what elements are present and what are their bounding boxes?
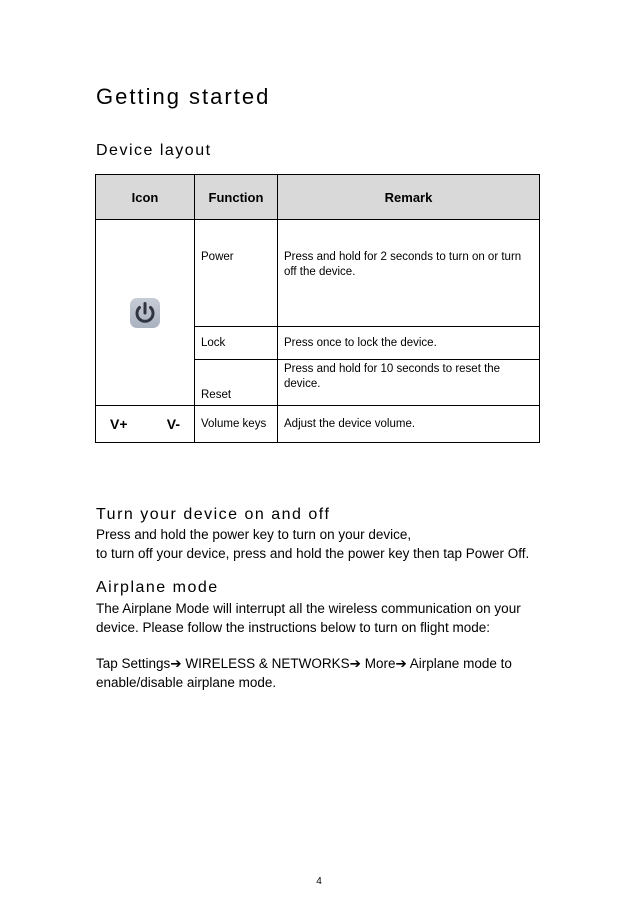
page-title: Getting started (96, 84, 271, 109)
volume-down-label: V- (166, 415, 180, 432)
tap-settings-text: Tap Settings (96, 656, 171, 671)
function-lock: Lock (195, 327, 278, 360)
column-header-function: Function (195, 175, 278, 220)
airplane-mode-text (96, 599, 566, 637)
arrow-right-icon: ➔ (349, 656, 361, 671)
arrow-right-icon: ➔ (170, 656, 182, 671)
device-layout-table (95, 174, 540, 443)
remark-lock: Press once to lock the device. (278, 327, 540, 360)
table-header-row (96, 175, 540, 220)
power-icon (129, 297, 161, 329)
more-text: More (360, 656, 396, 671)
column-header-remark: Remark (278, 175, 540, 220)
turn-on-off-heading: Turn your device on and off (96, 506, 331, 523)
function-power: Power (195, 220, 278, 327)
arrow-right-icon: ➔ (395, 656, 407, 671)
device-layout-heading: Device layout (96, 142, 212, 159)
remark-reset: Press and hold for 10 seconds to reset the device. (278, 360, 540, 406)
turn-on-off-text (96, 525, 566, 563)
airplane-mode-toggle-text: Airplane mode to (406, 656, 512, 671)
wireless-networks-text: WIRELESS & NETWORKS (181, 656, 350, 671)
table-row (96, 220, 540, 327)
airplane-mode-heading: Airplane mode (96, 579, 219, 596)
power-icon-cell (96, 220, 195, 406)
column-header-icon: Icon (96, 175, 195, 220)
enable-disable-text: enable/disable airplane mode. (96, 675, 277, 690)
function-reset: Reset (195, 360, 278, 406)
airplane-line-2: device. Please follow the instructions below to turn on flight mode: (96, 620, 490, 635)
volume-icon-cell (96, 406, 195, 443)
volume-up-label: V+ (110, 415, 128, 432)
airplane-instructions (96, 654, 566, 692)
turn-line-1: Press and hold the power key to turn on your device, (96, 527, 412, 542)
turn-line-2: to turn off your device, press and hold the power key then tap Power Off. (96, 546, 530, 561)
airplane-line-1: The Airplane Mode will interrupt all the wireless communication on your (96, 601, 521, 616)
function-volume: Volume keys (195, 406, 278, 443)
page-number: 4 (316, 876, 322, 887)
remark-power: Press and hold for 2 seconds to turn on or turn off the device. (278, 220, 540, 327)
table-row (96, 406, 540, 443)
remark-volume: Adjust the device volume. (278, 406, 540, 443)
